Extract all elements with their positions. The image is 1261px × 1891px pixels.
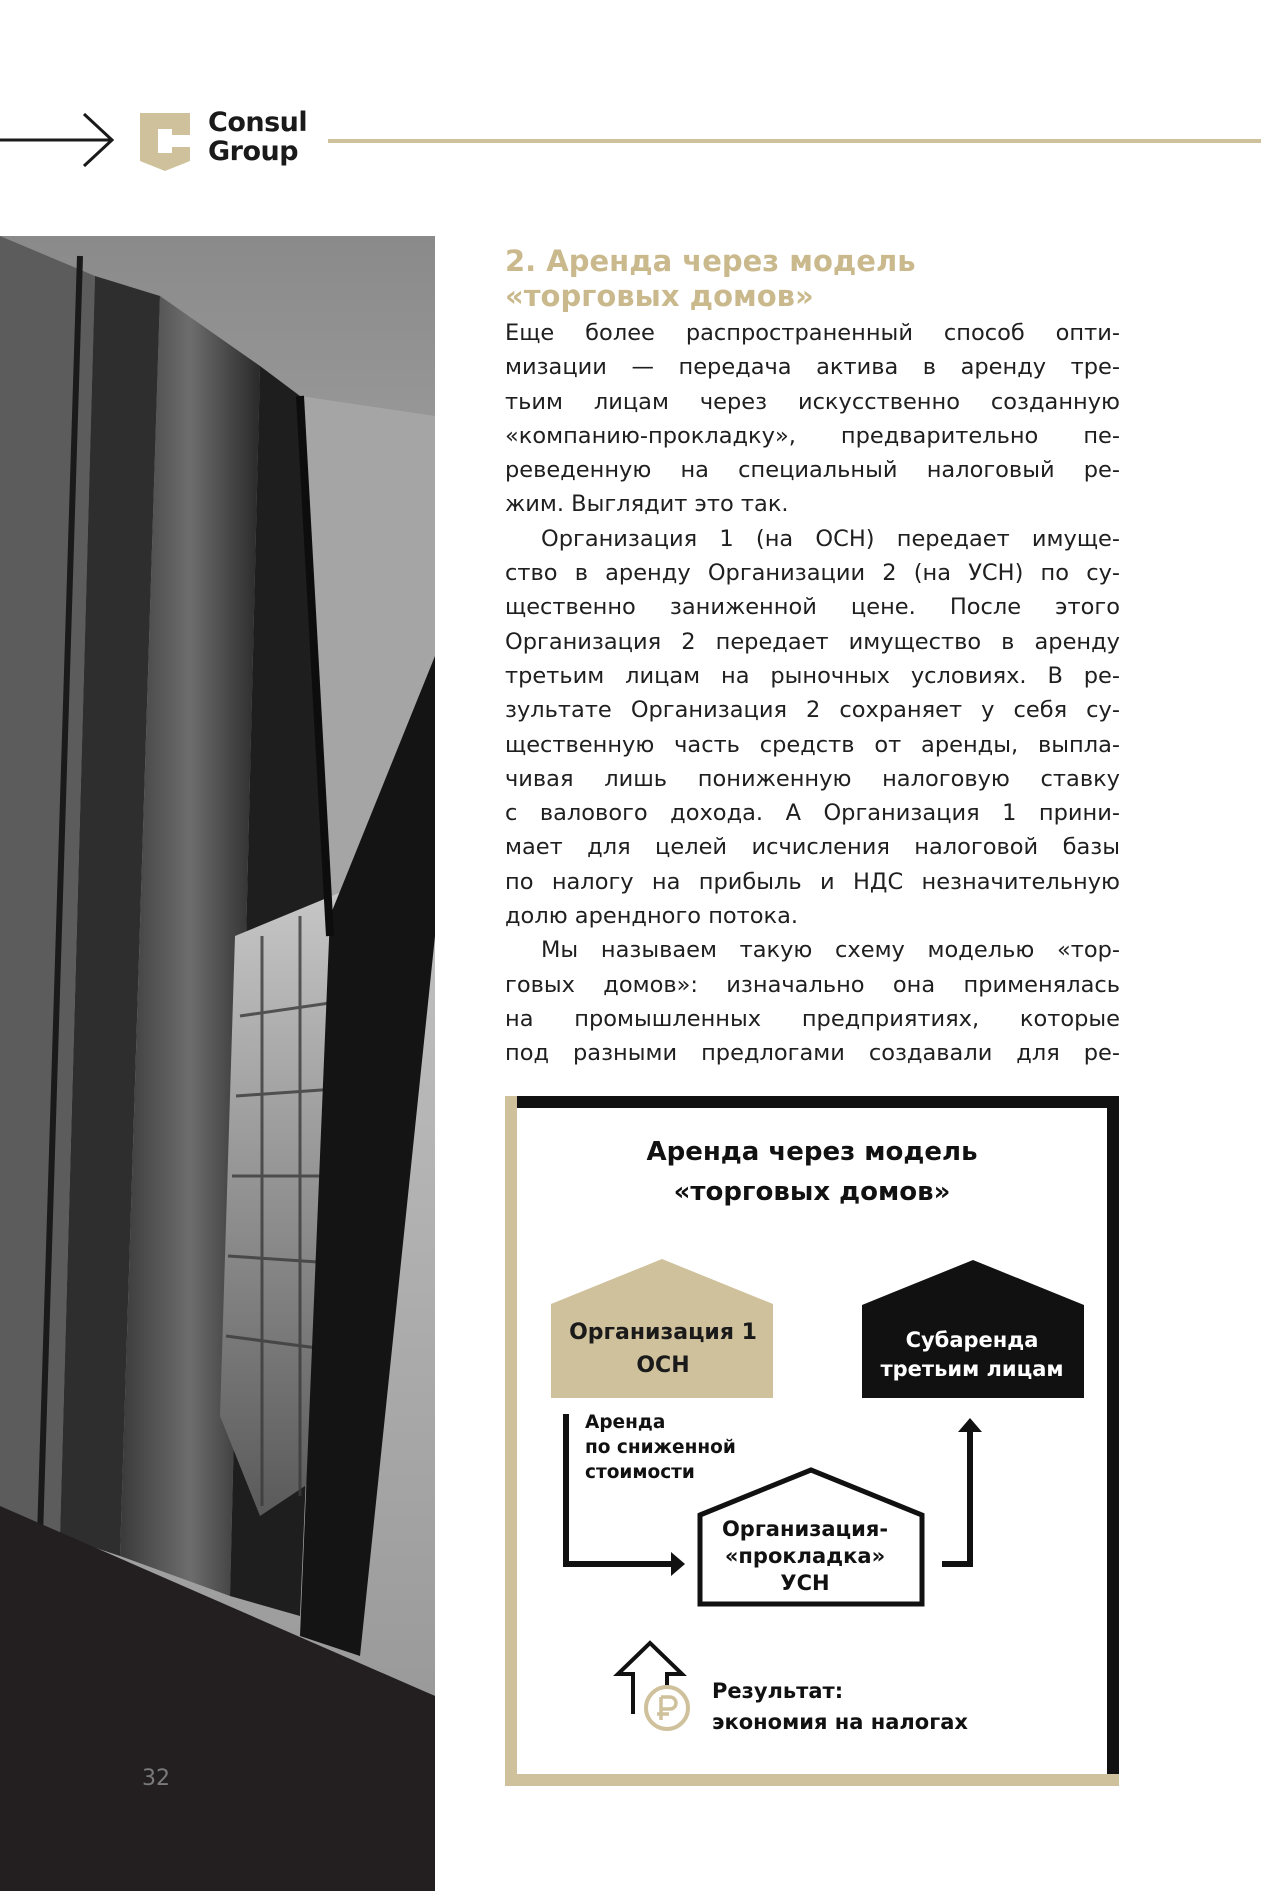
article-title-line-1: 2. Аренда через модель [505, 244, 916, 278]
article [505, 244, 1120, 1071]
text-line: Еще более распространенный способ опти- [505, 320, 1120, 346]
article-title-line-2: «торговых домов» [505, 279, 814, 313]
result-line-2: экономия на налогах [712, 1710, 968, 1734]
text-line: ство в аренду Организации 2 (на УСН) по су- [505, 560, 1120, 587]
lease-note [585, 1410, 805, 1485]
text-line: «компанию-прокладку», предварительно пе- [505, 422, 1120, 449]
text-line: тьим лицам через искусственно созданную [505, 388, 1120, 415]
mid-line-2: «прокладка» [724, 1544, 886, 1568]
organization-1-label [553, 1316, 773, 1382]
ruble-coin-icon [646, 1687, 688, 1729]
text-line: на промышленных предприятиях, которые [505, 1005, 1120, 1032]
text-line: Организация 1 (на ОСН) передает имуще- [541, 525, 1120, 552]
logo-mark-icon [140, 113, 190, 171]
sub-line-2: третьим лицам [880, 1357, 1064, 1381]
text-line: Организация 2 передает имущество в аренду [505, 628, 1120, 655]
lease-note-line-1: Аренда [585, 1412, 666, 1433]
org1-line-1: Организация 1 [569, 1320, 757, 1345]
logo-line-2: Group [208, 136, 299, 167]
paragraph-1 [505, 316, 1120, 522]
intermediary-label [695, 1516, 915, 1597]
text-line: под разными предлогами создавали для ре- [505, 1040, 1120, 1067]
text-line: жим. Выглядит это так. [505, 491, 789, 518]
text-line: зультате Организация 2 сохраняет у себя су- [505, 697, 1120, 724]
scheme-diagram [505, 1096, 1119, 1786]
logo-line-1: Consul [208, 107, 308, 138]
paragraph-2 [505, 522, 1120, 934]
text-line: по налогу на прибыль и НДС незначительную [505, 868, 1120, 895]
text-line: щественно заниженной цене. После этого [505, 594, 1120, 621]
text-line: с валового дохода. А Организация 1 прини- [505, 800, 1120, 827]
text-line: Мы называем такую схему моделью «тор- [541, 937, 1120, 964]
paragraph-3 [505, 933, 1120, 1070]
mid-line-1: Организация- [721, 1517, 889, 1541]
sublease-arrow [942, 1432, 970, 1564]
mid-line-3: УСН [780, 1571, 830, 1595]
logo-text [208, 108, 307, 166]
result-line-1: Результат: [712, 1679, 844, 1703]
diagram-title-line-2: «торговых домов» [673, 1177, 951, 1207]
sub-line-1: Субаренда [905, 1328, 1039, 1352]
page-number: 32 [142, 1766, 170, 1791]
text-line: чивая лишь пониженную налоговую ставку [505, 765, 1120, 792]
text-line: мает для целей исчисления налоговой базы [505, 834, 1120, 861]
sublease-label [862, 1326, 1082, 1384]
page-header [0, 100, 1261, 190]
arrow-right-icon [0, 100, 120, 180]
text-line: реведенную на специальный налоговый ре- [505, 457, 1120, 484]
lease-note-line-2: по сниженной [585, 1437, 736, 1458]
arrow-head [671, 1552, 685, 1576]
article-title [505, 244, 1120, 314]
org1-line-2: ОСН [636, 1353, 690, 1378]
diagram-title-line-1: Аренда через модель [646, 1137, 978, 1167]
lease-note-line-3: стоимости [585, 1462, 695, 1483]
arrow-head [958, 1418, 982, 1432]
result-label [712, 1676, 1032, 1738]
text-line: долю арендного потока. [505, 903, 799, 930]
text-line: щественную часть средств от аренды, выпла- [505, 731, 1120, 758]
architecture-photo [0, 236, 435, 1891]
text-line: третьим лицам на рыночных условиях. В ре- [505, 662, 1120, 689]
text-line: мизации — передача актива в аренду тре- [505, 354, 1120, 381]
text-line: говых домов»: изначально она применялась [505, 971, 1120, 998]
header-divider [328, 139, 1261, 143]
